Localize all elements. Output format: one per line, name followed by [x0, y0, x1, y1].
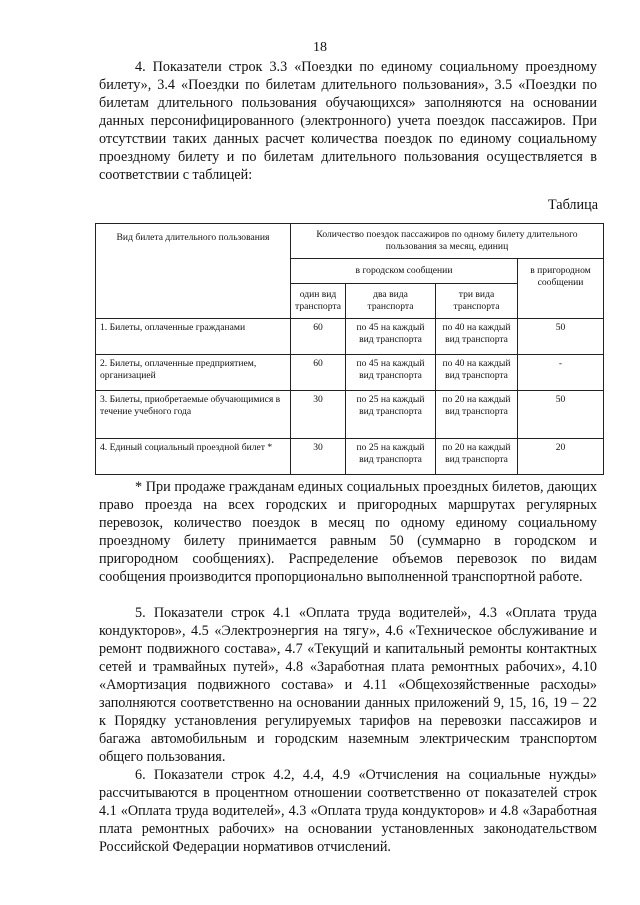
paragraph-6: 6. Показатели строк 4.2, 4.4, 4.9 «Отчисления на социальные нужды» рассчитываются в процентном отношении соответственно от показателей строк 4.1 «Оплата труда водителей», 4.3 «Оплата труда кондукторов» и 4.8 «Заработная плата ремонтных рабочих» на основании установленных законодательством Российской Федерации нормативов отчислений. — [99, 767, 597, 855]
header-three-modes: три вида транспорта — [436, 284, 518, 319]
paragraph-4: 4. Показатели строк 3.3 «Поездки по единому социальному проездному билету», 3.4 «Поездки по билетам длительного пользования», 3.5 «Поездки по билетам длительного пользования обучающихся» заполняются на основании данных персонифицированного (электронного) учета поездок пассажиров. При отсутствии таких данных расчет количества поездок по единому социальному проездному билету и по билетам длительного пользования осуществляется в соответствии с таблицей: — [99, 59, 597, 183]
cell-suburban: - — [518, 355, 604, 391]
table-label: Таблица — [547, 197, 598, 213]
cell-two-modes: по 25 на каждый вид транспорта — [346, 391, 436, 439]
row-label: 1. Билеты, оплаченные гражданами — [96, 319, 291, 355]
cell-suburban: 20 — [518, 439, 604, 475]
table-row — [96, 391, 604, 439]
cell-two-modes: по 45 на каждый вид транспорта — [346, 355, 436, 391]
header-one-mode: один вид транспорта — [291, 284, 346, 319]
header-two-modes: два вида транспорта — [346, 284, 436, 319]
cell-three-modes: по 20 на каждый вид транспорта — [436, 439, 518, 475]
cell-one-mode: 60 — [291, 319, 346, 355]
row-label: 2. Билеты, оплаченные предприятием, организацией — [96, 355, 291, 391]
row-label: 4. Единый социальный проездной билет * — [96, 439, 291, 475]
cell-two-modes: по 25 на каждый вид транспорта — [346, 439, 436, 475]
cell-suburban: 50 — [518, 391, 604, 439]
page-number: 18 — [313, 40, 327, 55]
cell-suburban: 50 — [518, 319, 604, 355]
cell-one-mode: 30 — [291, 439, 346, 475]
header-ticket-type: Вид билета длительного пользования — [96, 224, 291, 319]
cell-two-modes: по 45 на каждый вид транспорта — [346, 319, 436, 355]
header-trips-count: Количество поездок пассажиров по одному билету длительного пользования за месяц, единиц — [291, 224, 604, 259]
trips-table — [95, 223, 604, 475]
table-row — [96, 439, 604, 475]
cell-one-mode: 30 — [291, 391, 346, 439]
row-label: 3. Билеты, приобретаемые обучающимися в течение учебного года — [96, 391, 291, 439]
table-row — [96, 355, 604, 391]
cell-one-mode: 60 — [291, 355, 346, 391]
header-urban: в городском сообщении — [291, 259, 518, 284]
table-row — [96, 319, 604, 355]
footnote: * При продаже гражданам единых социальных проездных билетов, дающих право проезда на всех городских и пригородных маршрутах регулярных перевозок, количество поездок в месяц по одному единому социальному проездному билету принимается равным 50 (суммарно в городском и пригородном сообщениях). Распределение объемов перевозок по видам сообщения производится пропорционально выполненной транспортной работе. — [99, 479, 597, 585]
table-header-row-1 — [96, 224, 604, 259]
cell-three-modes: по 20 на каждый вид транспорта — [436, 391, 518, 439]
cell-three-modes: по 40 на каждый вид транспорта — [436, 319, 518, 355]
header-suburban: в пригородном сообщении — [518, 259, 604, 319]
paragraph-5: 5. Показатели строк 4.1 «Оплата труда водителей», 4.3 «Оплата труда кондукторов», 4.5 «Электроэнергия на тягу», 4.6 «Техническое обслуживание и ремонт подвижного состава», 4.7 «Текущий и капитальный ремонты контактных сетей и трамвайных путей», 4.8 «Заработная плата ремонтных рабочих», 4.10 «Амортизация подвижного состава» и 4.11 «Общехозяйственные расходы» заполняются соответственно на основании данных приложений 9, 15, 16, 19 – 22 к Порядку установления регулируемых тарифов на перевозки пассажиров и багажа автомобильным и городским наземным электрическим транспортом общего пользования. — [99, 605, 597, 765]
cell-three-modes: по 40 на каждый вид транспорта — [436, 355, 518, 391]
